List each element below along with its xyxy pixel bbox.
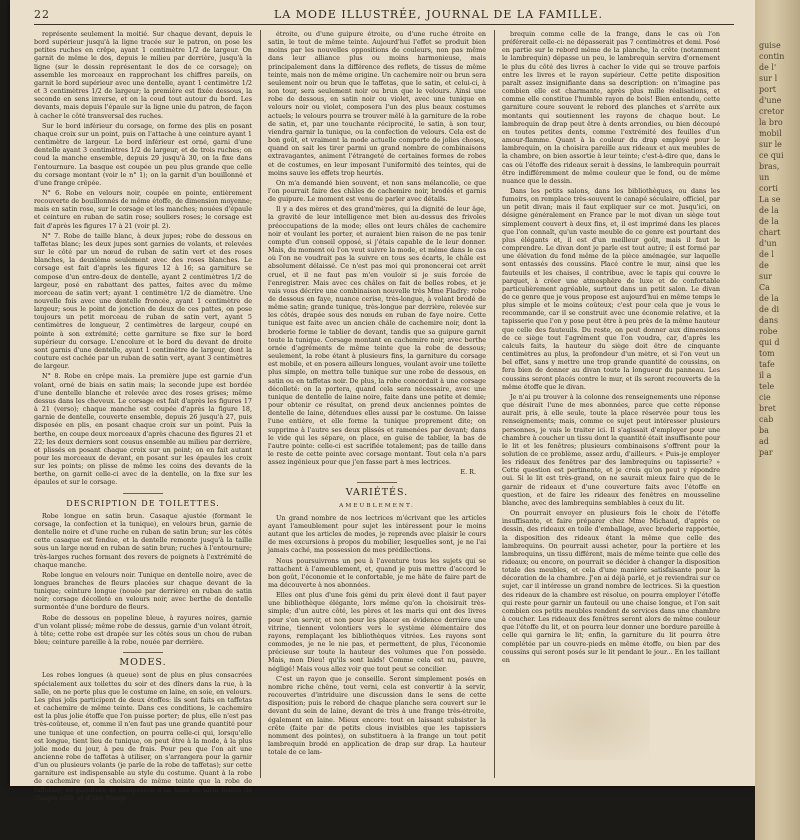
margin-fragment: corti [759,184,778,193]
margin-fragment: cie [759,393,771,402]
paragraph: Robe longue en satin brun. Casaque ajustée (formant le corsage, la confection et la tunique), en velours brun, garnie de dentelle noire et d'une ruche en ruban de satin brun; sur les côtés cette casaque est fendue, et la dentelle remonte jusqu'à la taille sous un large nœud en ruban de satin brun; ruches à l'entournure; très-larges ruches formant des revers de poignets à l'extrémité de chaque manche. [34,511,252,569]
margin-fragment: ba [759,426,769,435]
margin-fragment: de [759,261,769,270]
modes-heading: MODES. [119,657,167,669]
margin-fragment: qui d [759,338,780,347]
paragraph: Robe de dessous en popeline bleue, à rayures noires, garnie d'un volant plissé; même robe de dessus, garnie d'un volant étroit, à tête; cette robe est drapée sur les côtés sous un chou de ruban bleu; ceinture pareille à la robe, nouée par derrière. [34,613,252,647]
margin-fragment: dans [759,316,779,325]
margin-fragment: contin [759,52,785,61]
adjacent-page-edge [755,0,800,840]
paragraph: Robe longue en velours noir. Tunique en dentelle noire, avec de longues branches de fleurs placées sur chaque devant de la tunique; ceinture longue (nouée par derrière) en ruban de satin noir; corsage décolleté en velours noir, avec berthe de dentelle surmontée d'une bordure de fleurs. [34,570,252,612]
newspaper-page [10,0,755,802]
margin-fragment: de la [759,294,779,303]
margin-fragment: il a [759,371,772,380]
margin-fragment: sur le [759,140,782,149]
column-divider [260,30,261,778]
section-divider [357,482,397,483]
margin-fragment: tom [759,349,775,358]
paragraph: Sur le bord inférieur du corsage, on forme des plis en posant chaque croix sur un point, puis on l'attache à une ceinture ayant 1 centimètre de largeur. Le bord inférieur est orné, garni d'une dentelle ayant 3 centimètres 1/2 de largeur, et de trois ruches; on coud la manche ensemble, depuis 29 jusqu'à 30, on la fixe dans l'entournure. La basque est coupée un peu plus grande que celle du corsage montant (voir le n° 1); on la garnit d'un bouillonné et d'une frange crêpée. [34,121,252,187]
margin-fragment: par [759,448,773,457]
paragraph: Elles ont plus d'une fois gémi du prix élevé dont il faut payer une bibliothèque élégante, lors même qu'on la choisirait très-simple; d'un autre côté, les pères et les maris qui ont des livres pour s'en servir, et non pour les placer en évidence derrière une vitrine, tiennent volontiers vers le système élémentaire des rayons, remplaçant les bibliothèques vitrées. Les rayons sont commodes, je ne le nie pas, et permettent, de plus, l'économie précieuse sur toute la hauteur des volumes que l'on possède. Mais, mon Dieu! qu'ils sont laids! Comme cela est nu, pauvre, négligé! Mais vous allez voir que tout peut se concilier. [268,591,486,673]
margin-fragment: mobil [759,129,782,138]
margin-fragment: bret [759,404,776,413]
column-divider [494,30,495,778]
margin-fragment: robe [759,327,778,336]
varietes-heading: VARIÉTÉS. [345,487,409,499]
margin-fragment: guise [759,41,781,50]
margin-fragment: d'un [759,239,777,248]
margin-fragment: ce qui [759,151,784,160]
margin-fragment: cab [759,415,774,424]
paragraph: Il y a des mères et des grand'mères, qui la dignité de leur âge, la gravité de leur intelligence met bien au-dessus des frivoles préoccupations de la mode; elles ont leurs châles de cachemire noir et voulant les porter, et auraient bien raison de ne pas tenir compte d'un conseil opposé, si j'étais capable de le leur donner. Mais, du moment où l'on veut suivre la mode, et même dans le cas où l'on ne voudrait pas la suivre en tous ses écarts, le châle est absolument délaissé. Ce n'est pas moi qui prononcerai cet arrêt cruel, et il ne faut pas m'en vouloir si je suis forcée de l'enregistrer. Mais avec ces châles on fait de belles robes, et je vais vous décrire une combinaison nouvelle très Mme Fladry: robe de dessous en faye, nuance cerise, très-longue, à volant brodé de même satin; grande tunique, très-longue par derrière, relevée sur les côtés, drapée sous des nœuds en ruban de faye noire. Cette tunique est faite avec un ancien châle de cachemire noir, dont la broderie forme le tablier de devant, tandis que sa guipure garnit toute la tunique. Corsage montant en cachemire noir, avec berthe ornée d'agréments de même teinte que la robe de dessous; seulement, la robe étant à plusieurs fins, la garniture du corsage est mobile, et en posera ailleurs longues, voulant avoir une toilette plus simple, on mettra telle tunique sur une robe de dessous, en satin ou en taffetas noir. De plus, la robe concordait à une corsage décolleté: on la portera, quand cela sera nécessaire, avec une tunique de dentelle de laine noire, faite dans une petite et demie; pour obtenir ce résultat, on prend deux anciennes pointes de dentelle de laine, détendues elles aussi par le costume. On laisse l'une entière, et elle forme la tunique proprement dite; on supprime à l'autre ses deux plissés et ramenées par devant; dans le vide qui les sépare, on place, en guise de tablier, la bas de l'autre pointe: celle-ci est sacrifiée totalement; pas de taille dans le reste de cette pointe avec corsage montant. Tout cela n'a pars assez ingénieux pour que j'en fasse part à mes lectrices. [268,205,486,467]
paragraph: Nous poursuivrons un peu à l'aventure tous les sujets qui se rattachent à l'ameublement, et, quand je puis mettre d'accord le bon goût, l'économie et le confortable, je me hâte de faire part de ma découverte à nos abonnées. [268,556,486,589]
paragraph: On pourrait envoyer en plusieurs fois le choix de l'étoffe insuffisante, et faire préparer chez Mme Michaud, d'après ce dessin, des rideaux en toile d'emballage, avec broderie rapportée, la disposition des rideaux étant la même que celle des lambrequins. On pourrait aussi acheter, pour la portière et les lambrequins, un tissu différent, mais de même teinte que celle des rideaux; ou encore, on pourrait se décider à changer la disposition totale des meubles, et cela d'une manière satisfaisante pour la décoration de la chambre. J'en ai déjà parlé, et je reviendrai sur ce sujet, car il intéresse un grand nombre de lectrices. Si la question des rideaux de la chambre est résolue, on pourra employer l'étoffe qui reste pour garnir un fauteuil ou une chaise longue, et l'on sait combien ces petits meubles rendent de services dans une chambre à coucher. Les rideaux des fenêtres seront alors de même couleur que l'étoffe du lit, et on pourra leur donner une bordure pareille à celle qui garnira le lit; enfin, la garniture du lit pourra être complétée par un couvre-pieds en même étoffe, ou bien par des coussins qui seront posés sur le lit pendant le jour... En les taillant en [502,509,720,664]
margin-fragment: chart [759,228,781,237]
paragraph: étroite, ou d'une guipure étroite, ou d'une ruche étroite en satin, le tout de même teinte. Aujourd'hui l'effet se produit bien moins par les nouvelles oppositions de couleurs, non pas même dans leur alliance plus ou moins harmonieuse, mais principalement dans la différence des reflets, de tissus de même teinte, mais non de même origine. Un cachemire noir ou brun sera seulement noir ou brun que le taffetas, que le satin, et celui-ci, à son tour, sera seulement noir ou brun que le velours. Ainsi une robe de dessous, en satin noir ou violet, avec une tunique en velours noir ou violet, composera l'un des plus beaux costumes actuels; le velours pourra se trouver mêlé à la garniture de la robe de satin, et, par une touchante réciprocité, le satin, à son tour, viendra garnir la tunique, ou la confection de velours. Cela est de bon goût, et vraiment la mode actuelle comporte de jolies choses, quand on sait les tirer parmi un grand nombre de combinaisons extravagantes, animent l'étrangeté de certaines formes de robes et de costumes, en leur imposant l'uniformité des teintes, qui de moins sauve les effets trop heurtés. [268,30,486,177]
margin-fragment: sur [759,272,773,281]
margin-fragment: tafe [759,360,775,369]
page-number: 22 [34,8,50,21]
section-divider [123,652,163,653]
margin-fragment: de di [759,305,780,314]
column-2 [268,30,486,780]
paragraph: On m'a demandé bien souvent, et non sans mélancolie, ce que l'on pourrait faire des châles de cachemire noir, brodés et garnis de guipure. Le moment est venu de parler avec détails. [268,178,486,204]
header-rule [34,24,734,25]
margin-fragment: Ca [759,283,770,292]
margin-fragment: tele [759,382,775,391]
column-1 [34,30,252,802]
paragraph: N° 8. Robe en crêpe mais. La première jupe est garnie d'un volant, orné de biais en satin mais; la seconde jupe est bordée d'une dentelle blanche et relevée avec des roses grises; même dessus dans les cheveux. Le corsage est fait d'après les figures 17 à 21 (verso); chaque manche est coupée d'après la figure 18, garnie de dentelle, couverte ensemble, depuis 26 jusqu'à 27, puis disposée en plis, en posant chaque croix sur un point. Puis la berthe, en coupe deux morceaux d'après chacune des figures 21 et 22; les deux derniers sont cousus ensemble au milieu par derrière, et plissés en posant chaque croix sur un point; on en fait autant pour les morceaux de devant, en posant sur les épaules les croix sur les points; on plisse de même les coins des devants de la berthe, on garnit celle-ci avec de la dentelle, on la fixe sur les épaules et sur le corsage. [34,372,252,487]
margin-fragment: la bro [759,118,783,127]
journal-title: LA MODE ILLUSTRÉE, JOURNAL DE LA FAMILLE. [274,8,604,21]
author-signature: E. R. [460,468,476,477]
margin-fragment: port [759,85,776,94]
margin-fragment: ad [759,437,769,446]
margin-fragment: cretor [759,107,784,116]
margin-fragment: de l' [759,63,777,72]
margin-fragment: un [759,173,770,182]
section-divider [123,493,163,494]
margin-fragment: La se [759,195,781,204]
ameublement-subheading: AMEUBLEMENT. [339,502,415,509]
margin-fragment: d'une [759,96,782,105]
column-3 [502,30,720,780]
margin-fragment: sur l [759,74,778,83]
paragraph: C'est un rayon que je conseille. Seront simplement posés en nombre riche chêne, tout verni, cela est convertir à la servir, recouvertes d'intriduire une discussion dans le sens de cette disposition; puis le rebord de chaque planche sera couvert sur le devant du sein de laine, devant de très à une frange très-étroite, également en laine. Mieux encore: tout en laissant subsister la crête (faite par de petits clous invisibles que les tapissiers nomment des pointes), on substituera à la frange un tout petit lambrequin brodé en application de drap sur drap. La hauteur totale de ce lam- [268,674,486,757]
paragraph: N° 6. Robe en velours noir, coupée en pointe, entièrement recouverte de bouillonnés de même étoffe, de dimension moyenne; mais en satin rose, sur le corsage et les manches; nouées d'épaule et ceinture en ruban de satin rose; souliers roses; le corsage est fait d'après les figures 17 à 21 (voir pl. 2). [34,188,252,230]
paragraph: Je n'ai pu trouver à la colonne des renseignements une réponse que désirait l'une de mes abonnées, parce que cette réponse aurait pris, à elle seule, toute la place réservée pour tous les renseignements; mais, comme ce sujet peut intéresser plusieurs personnes, je vais le traiter ici. Il s'agissait d'employer pour une chambre à coucher un tissu dont la quantité était insuffisante pour le lit et les fenêtres; plusieurs combinaisons s'offrent pour la solution de ce problème, assez ardu, d'ailleurs. « Puis-je employer les rideaux des fenêtres par des lambrequins ou tapisserie? » Cette question est pertinente, et je crois qu'on peut y répondre oui. Si le lit est très-grand, on ne saurait mieux faire que de le garnir de rideaux et d'une couverture faits avec l'étoffe en question, et de faire les rideaux des fenêtres en mousseline blanche, avec des lambrequins semblables à ceux du lit. [502,392,720,507]
paragraph: Les robes longues (à queue) sont de plus en plus consacrées spécialement aux toilettes du soir et des dîners dans la rue, à la salle, on ne porte plus que le costume en laine, en soie, en velours. Les plus jolis participent de deux étoffes: ils sont faits en taffetas et cachemire de même teinte. Dans ces conditions, le cachemire est la plus jolie étoffe que l'on puisse porter; de plus, elle n'est pas très-coûteuse, et, comme il n'en faut pas une grande quantité pour une tunique et une confection, on pourra celle-ci qui, lorsqu'elle est longue, tient lieu de tunique, on peut être à la mode, à la plus jolie mode du jour, à peu de frais. Pour peu que l'on ait une ancienne robe de taffetas à utiliser, on s'arrangera pour la garnir d'un ou plusieurs volants (je parle de la robe de taffetas); sur cette garniture est indispensable au style du costume. Quant à la robe de cachemire (on la choisira de même teinte que la robe de taffetas); sa garniture se composera d'un biais de satin lisière de chaque côté, et d'une frange [34,671,252,802]
margin-fragment: bras, [759,162,780,171]
paragraph: représente seulement la moitié. Sur chaque devant, depuis le bord supérieur jusqu'à la ligne tracée sur le patron, on pose les petites ruches en crêpe, ayant 1 centimètre 1/2 de largeur. On garnit de même le dos, depuis le milieu par derrière, jusqu'à la ligne (sur le dessin représentant le dos de ce corsage); on assemble les morceaux en rapprochant les chiffres pareils, on garnit le bord supérieur avec une dentelle, ayant 1 centimètre 1/2 et 3 centimètres 1/2 de largeur; la première est fixée dessous, la seconde en sens inverse, et on la coud tout autour du bord. Les devants, mais depuis l'épaule sur la ligne unie du patron, de façon à cacher le côté transversal des ruches. [34,30,252,120]
paragraph: Un grand nombre de nos lectrices m'écrivant que les articles ayant l'ameublement pour sujet les intéressent pour le moins autant que les articles de modes, je reprends avec plaisir le cours de mes excursions à propos du mobilier, lesquelles sont, je ne l'ai jamais caché, ma possession de mes prédilections. [268,513,486,555]
paragraph: Dans les petits salons, dans les bibliothèques, ou dans les fumoirs, on remplace très-souvent le canapé séculaire, officiel, par un petit divan; mais il faut expliquer sur ce mot. Jusqu'ici, on désigne généralement en France par le mot divan un siège tout simplement couvert à deux fins, et, il est imprimé dans les places que l'on connaît, qu'un vaste meuble de ce genre est pourtant des plus élégants et, il est d'un meilleur goût, mais il faut le comprendre. Le divan dont je parle est tout autre; il est formé par une élévation du fond même de la pièce aménagée, sur laquelle sont entassés des coussins. Placé contre le mur, ainsi que les fauteuils et les chaises, il contribue, avec le tapis qui couvre le parquet, à créer une atmosphère de luxe et de confortable particulièrement agréable, surtout dans un petit salon. Le divan de ce genre que je vous propose est aujourd'hui en même temps le plus simple et le moins coûteux; c'est pour cela que je vous le recommande, car il se construit avec une économie relative, et la tapisserie que l'on y pose peut être à peu près de la même hauteur que celle des fauteuils. Du reste, on peut donner aux dimensions de ce siège tout l'agrément que l'on voudra, car, d'après les calculs faits, la hauteur du siège doit être de cinquante centimètres au plus, la profondeur d'un mètre, et si l'on veut un bel effet, sans y mettre une trop grande quantité de coussins, on fera bien de donner au divan toute la longueur du panneau. Les coussins seront placés contre le mur, et ils seront recouverts de la même étoffe que le divan. [502,186,720,391]
margin-fragment: de la [759,206,779,215]
margin-fragment: de l [759,250,774,259]
page-header [34,8,734,24]
margin-fragment: de la [759,217,779,226]
paragraph: N° 7. Robe de taille blanc, à deux jupes; robe de dessous en taffetas blanc; les deux jupes sont garnies de volants, et relevées sur le côté par un nœud de ruban de satin vert et des roses blanches, la deuxième seulement avec des roses blanches. Le corsage est fait d'après les figures 12 à 16; sa garniture se compose d'un entre-deux de dentelle, ayant 2 centimètres 1/2 de largeur, posé en rabattant des pattes, faites avec du même morceau de satin vert; ayant 1 centimètre 1/2 de diamètre. Une nouvelle fois avec une dentelle froncée, ayant 1 centimètre de largeur; sous le point de jonction de deux de ces pattes, on pose toujours un petit morceau de ruban de satin vert, ayant 5 centimètres de longueur, 2 centimètres de largeur, coupé en pointe à son extrémité; cette garniture se fixe sur le bord supérieur du corsage. L'encolure et le bord du devant de droite sont garnis d'une dentelle, ayant 1 centimètre de largeur, dont la couture est cachée par un ruban de satin vert, ayant 3 centimètres de largeur. [34,231,252,371]
toilettes-heading: DESCRIPTION DE TOILETTES. [66,498,220,508]
paragraph: brequin comme celle de la frange, dans le cas où l'on préférerait celle-ci: ne dépasserait pas 7 centimètres et demi. Posé en partie sur le rebord même de la planche, la crête (notamment le lambrequin) dépasse un peu, le lambrequin servira d'ornement le plus du côté des livres à cacher le vide qui se trouve parfois entre les livres et le rayon supérieur. Cette petite disposition paraît assez insignifiante dans sa description: on n'imagine pas combien elle est charmante, après plus mille réalisations, et comme elle constitue l'humble rayon de bois! Bien entendu, cette garniture coure souvent le rebord des planches et s'arrête aux montants qui soutiennent les rayons de chaque bout. Le lambrequin de drap peut être à dents arrondies, ou bien découpé en toutes petites dents, comme l'extrémité des feuilles d'un amour-flamme. Quant à la couleur du drap employé pour le lambrequin, on la choisira pareille aux rideaux et aux meubles de la chambre, on bien assortie à leur teinte; c'est-à-dire que, dans le cas où l'étoffe des rideaux serait à dessins, le lambrequin pourrait être indifféremment de même couleur que le fond, ou de même nuance que le dessin. [502,30,720,185]
